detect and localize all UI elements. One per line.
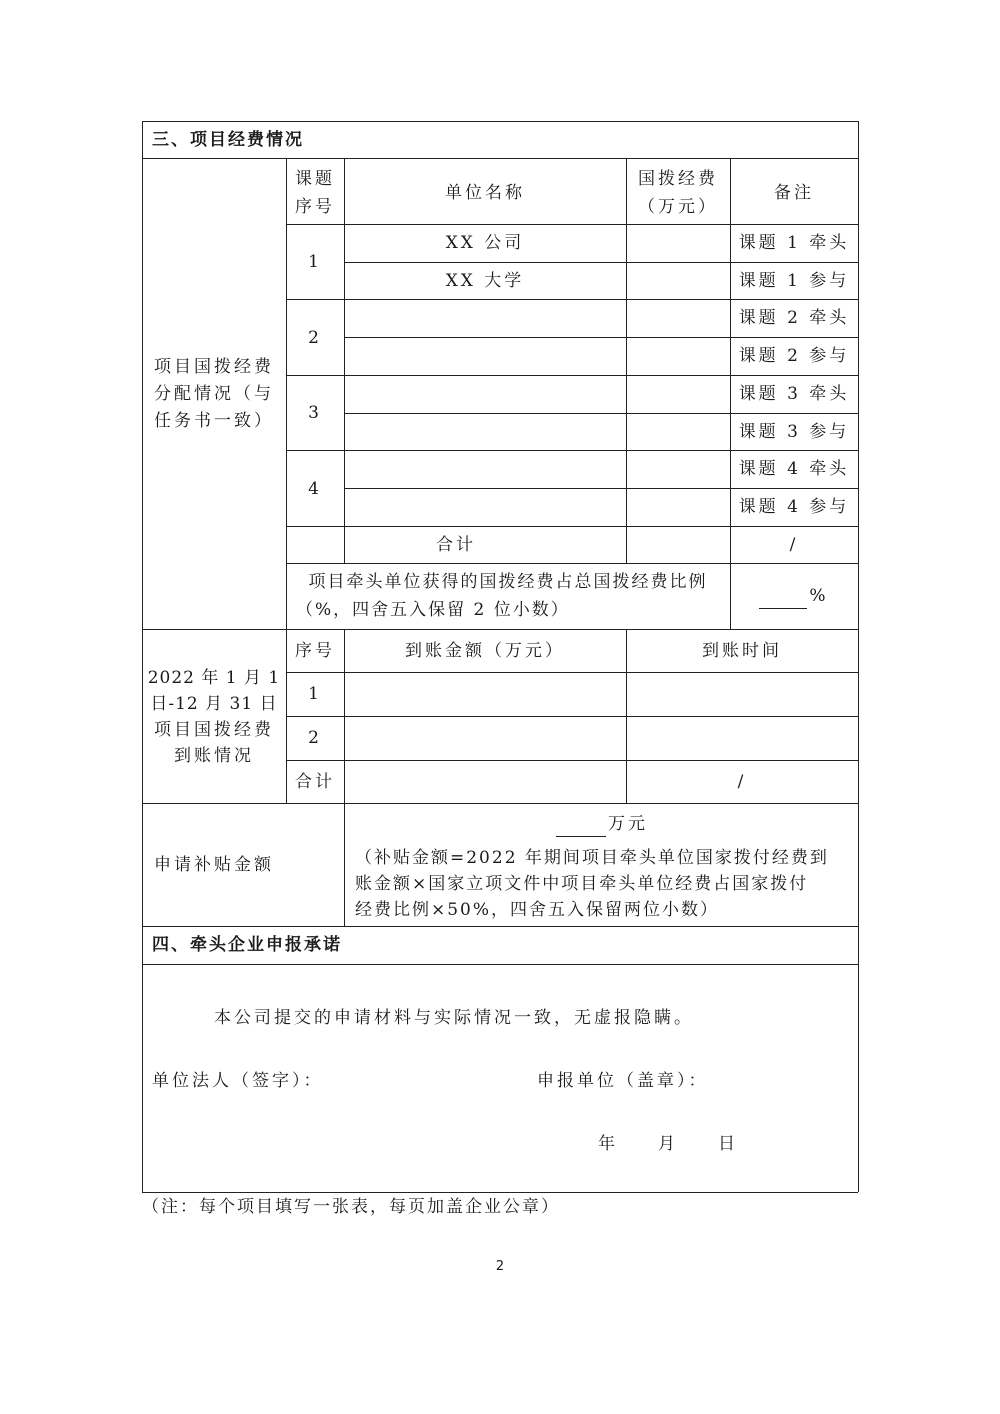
arrival-header-amount: 到账金额（万元） bbox=[405, 641, 565, 661]
header-fund-2: （万元） bbox=[638, 197, 718, 217]
section4-title: 四、牵头企业申报承诺 bbox=[152, 935, 342, 955]
arrival-total-label: 合计 bbox=[295, 772, 335, 792]
note-cell: 课题 1 牵头 bbox=[738, 233, 850, 253]
page-number: 2 bbox=[495, 1259, 505, 1274]
group-seq: 2 bbox=[308, 328, 322, 348]
legal-person-signature[interactable]: 单位法人（签字）： bbox=[152, 1071, 324, 1091]
ratio-unit: % bbox=[809, 586, 829, 606]
allocation-row-label-3: 任务书一致） bbox=[154, 411, 274, 431]
arrival-row-seq: 1 bbox=[308, 684, 322, 704]
group-seq: 4 bbox=[308, 479, 322, 499]
header-fund-1: 国拨经费 bbox=[638, 169, 718, 189]
arrival-header-seq: 序号 bbox=[295, 641, 335, 661]
subsidy-label: 申请补贴金额 bbox=[154, 855, 274, 875]
ratio-value-field[interactable] bbox=[730, 583, 858, 609]
allocation-total-label: 合计 bbox=[436, 535, 476, 555]
header-note: 备注 bbox=[774, 183, 814, 203]
ratio-text-line-1: 项目牵头单位获得的国拨经费占总国拨经费比例 bbox=[308, 572, 708, 592]
header-seq-1: 课题 bbox=[295, 169, 335, 189]
applicant-seal[interactable]: 申报单位（盖章）： bbox=[537, 1071, 709, 1091]
note-cell: 课题 3 参与 bbox=[738, 422, 850, 442]
footnote: （注：每个项目填写一张表，每页加盖企业公章） bbox=[142, 1197, 560, 1217]
note-cell: 课题 4 牵头 bbox=[738, 459, 850, 479]
section3-title: 三、项目经费情况 bbox=[152, 130, 304, 150]
group-seq: 3 bbox=[308, 403, 322, 423]
allocation-row-label-1: 项目国拨经费 bbox=[154, 357, 274, 377]
group-seq: 1 bbox=[308, 252, 322, 272]
allocation-row-label-2: 分配情况（与 bbox=[154, 384, 274, 404]
header-seq-2: 序号 bbox=[295, 197, 335, 217]
arrival-row-label-2: 日-12 月 31 日 bbox=[150, 694, 278, 714]
subsidy-amount-field[interactable] bbox=[556, 811, 648, 837]
date-day: 日 bbox=[718, 1134, 738, 1154]
unit-name-cell[interactable]: XX 大学 bbox=[445, 271, 525, 291]
note-cell: 课题 3 牵头 bbox=[738, 384, 850, 404]
arrival-header-time: 到账时间 bbox=[702, 641, 782, 661]
note-cell: 课题 4 参与 bbox=[738, 497, 850, 517]
date-month: 月 bbox=[658, 1134, 678, 1154]
header-unit-name: 单位名称 bbox=[445, 183, 525, 203]
subsidy-note-line-3: 经费比例×50%，四舍五入保留两位小数） bbox=[355, 900, 720, 920]
arrival-total-time: / bbox=[737, 772, 747, 792]
arrival-row-label-4: 到账情况 bbox=[174, 746, 254, 766]
arrival-row-label-1: 2022 年 1 月 1 bbox=[147, 668, 281, 688]
arrival-row-seq: 2 bbox=[308, 728, 322, 748]
date-year: 年 bbox=[598, 1134, 618, 1154]
allocation-total-note: / bbox=[789, 535, 799, 555]
arrival-row-label-3: 项目国拨经费 bbox=[154, 720, 274, 740]
unit-name-cell[interactable]: XX 公司 bbox=[445, 233, 525, 253]
note-cell: 课题 2 牵头 bbox=[738, 308, 850, 328]
ratio-text-line-2: （%，四舍五入保留 2 位小数） bbox=[296, 600, 570, 620]
subsidy-note-line-2: 账金额×国家立项文件中项目牵头单位经费占国家拨付 bbox=[355, 874, 809, 894]
note-cell: 课题 1 参与 bbox=[738, 271, 850, 291]
note-cell: 课题 2 参与 bbox=[738, 346, 850, 366]
subsidy-unit: 万元 bbox=[608, 814, 648, 834]
commitment-statement: 本公司提交的申请材料与实际情况一致，无虚报隐瞒。 bbox=[214, 1008, 694, 1028]
subsidy-note-line-1: （补贴金额=2022 年期间项目牵头单位国家拨付经费到 bbox=[355, 848, 829, 868]
